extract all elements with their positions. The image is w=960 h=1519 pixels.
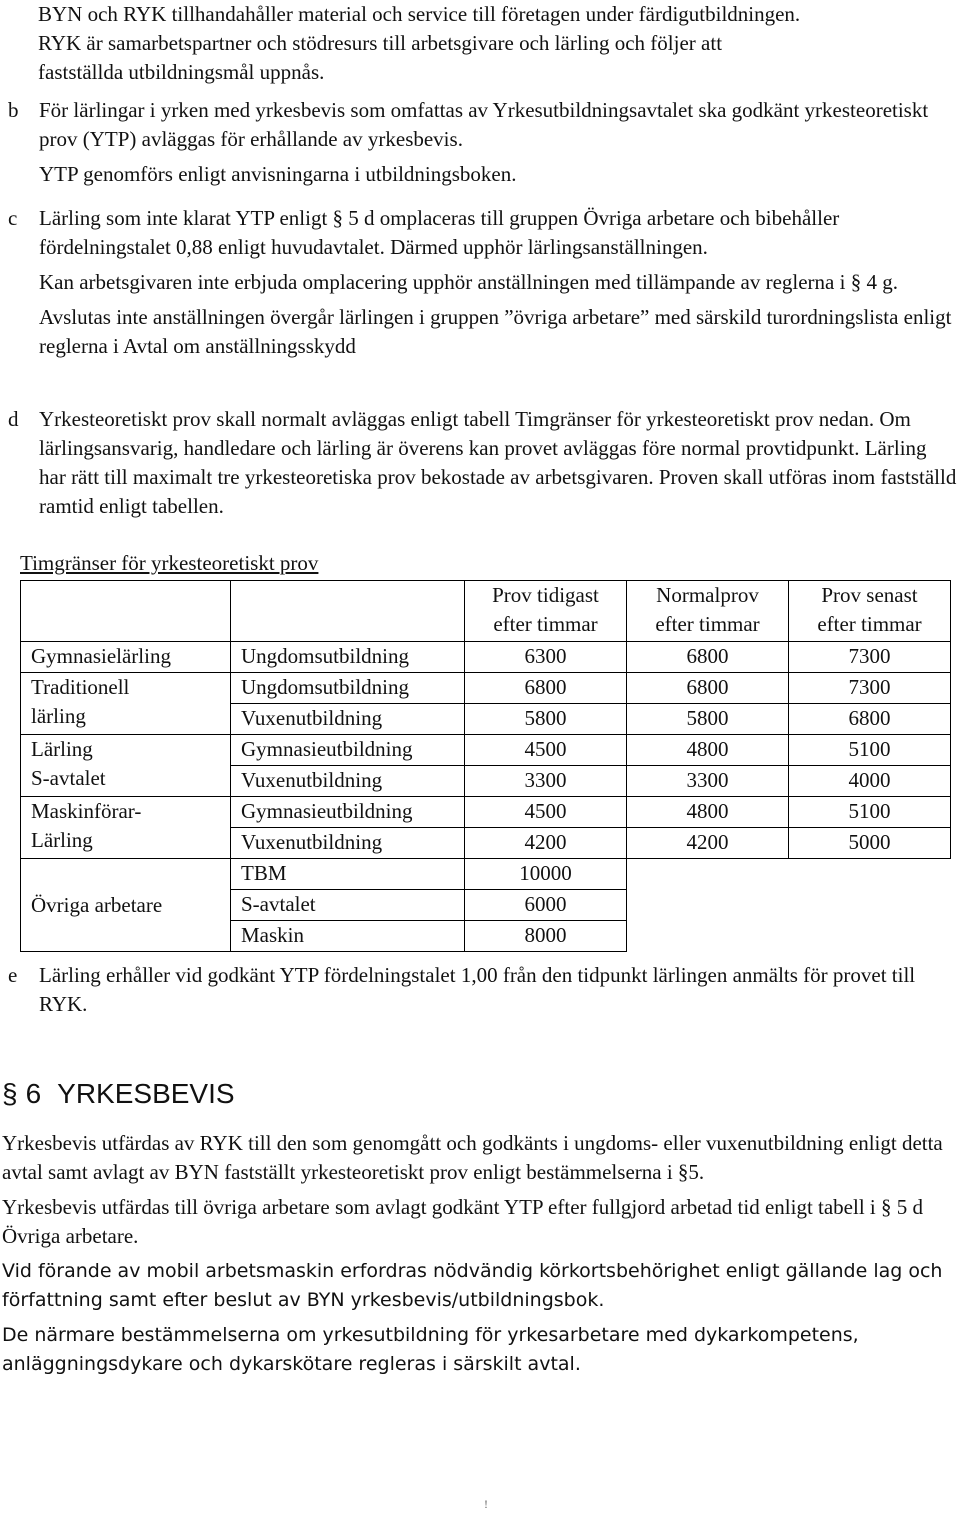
table-group-cell: Traditionell lärling [21, 673, 231, 735]
table-group-cell: Övriga arbetare [21, 859, 231, 952]
item-paragraph: Yrkesteoretiskt prov skall normalt avläggas enligt tabell Timgränser för yrkesteoretiskt prov nedan. Om lärlingsansvarig, handledare och lärling är överens kan provet avläggas före normal provtidpunkt. Lärling har rätt till maximalt tre yrkesteoretiska prov bekostade av arbetsgivaren. Proven skall utföras inom fastställd ramtid enligt tabellen. [39, 407, 957, 518]
section-heading [2, 1076, 235, 1112]
table-num-cell: 6300 [465, 642, 627, 673]
footer-mark: ! [484, 1497, 488, 1511]
table-num-cell: 6800 [627, 642, 789, 673]
item-paragraph: Lärling som inte klarat YTP enligt § 5 d omplaceras till gruppen Övriga arbetare och bibehåller fördelningstalet 0,88 enligt huvudavtalet. Därmed upphör lärlingsanställningen. [39, 206, 840, 259]
item-b [8, 96, 958, 195]
table-sub-cell: S-avtalet [231, 890, 465, 921]
section-paragraph: Vid förande av mobil arbetsmaskin erfordras nödvändig körkortsbehörighet enligt gällande lag och författning samt efter beslut av BYN yrkesbevis/utbildningsbok. [2, 1260, 943, 1311]
table-num-cell: 4800 [627, 735, 789, 766]
table-header-cell: Prov tidigast efter timmar [465, 581, 627, 642]
item-paragraph: YTP genomförs enligt anvisningarna i utbildningsboken. [39, 162, 517, 186]
table-num-cell: 3300 [627, 766, 789, 797]
table-sub-cell: Maskin [231, 921, 465, 952]
intro-line: fastställda utbildningsmål uppnås. [38, 60, 325, 84]
table-sub-cell: Ungdomsutbildning [231, 642, 465, 673]
table-num-cell: 4000 [789, 766, 951, 797]
item-e [8, 961, 958, 1025]
item-paragraph: Lärling erhåller vid godkänt YTP fördelningstalet 1,00 från den tidpunkt lärlingen anmälts för provet till RYK. [39, 963, 916, 1016]
section-symbol: § [2, 1078, 18, 1109]
table-num-cell: 5800 [465, 704, 627, 735]
table-header-cell: Prov senast efter timmar [789, 581, 951, 642]
intro-line: BYN och RYK tillhandahåller material och service till företagen under färdigutbildningen. [38, 2, 801, 26]
table-num-cell: 10000 [465, 859, 627, 890]
intro-paragraph [38, 0, 960, 87]
section-paragraph: Yrkesbevis utfärdas av RYK till den som genomgått och godkänts i ungdoms- eller vuxenutbildning enligt detta avtal samt avlagt av BYN fastställt yrkesteoretiskt prov enligt bestämmelserna i §5. [2, 1131, 943, 1184]
table-num-cell: 5100 [789, 735, 951, 766]
item-c [8, 204, 958, 367]
table-num-cell: 4800 [627, 797, 789, 828]
table-header-cell: Normalprov efter timmar [627, 581, 789, 642]
table-sub-cell: TBM [231, 859, 465, 890]
table-num-cell: 7300 [789, 642, 951, 673]
table-num-cell: 4500 [465, 735, 627, 766]
section-number: 6 [25, 1078, 42, 1109]
table-group-cell: Lärling S-avtalet [21, 735, 231, 797]
table-num-cell: 6800 [789, 704, 951, 735]
table-num-cell: 7300 [789, 673, 951, 704]
table-num-cell: 5100 [789, 797, 951, 828]
table-sub-cell: Vuxenutbildning [231, 828, 465, 859]
table-num-cell: 4200 [465, 828, 627, 859]
table-header-empty [231, 581, 465, 642]
table-row [21, 673, 951, 704]
table-row [21, 797, 951, 828]
table-num-cell: 3300 [465, 766, 627, 797]
item-paragraph: Kan arbetsgivaren inte erbjuda omplacering upphör anställningen med tillämpande av reglerna i § 4 g. [39, 270, 898, 294]
table-num-cell: 6800 [465, 673, 627, 704]
table-header-empty [21, 581, 231, 642]
table-num-cell: 6000 [465, 890, 627, 921]
section-body [2, 1129, 952, 1385]
table-num-cell: 8000 [465, 921, 627, 952]
item-paragraph: Avslutas inte anställningen övergår lärlingen i gruppen ”övriga arbetare” med särskild turordningslista enligt reglerna i Avtal om anställningsskydd [39, 305, 952, 358]
table-sub-cell: Gymnasieutbildning [231, 735, 465, 766]
table-num-cell: 4500 [465, 797, 627, 828]
table-num-cell: 5000 [789, 828, 951, 859]
table-num-cell: 4200 [627, 828, 789, 859]
section-title: YRKESBEVIS [57, 1078, 235, 1109]
table-title: Timgränser för yrkesteoretiskt prov [20, 551, 319, 575]
table-header-row [21, 581, 951, 642]
item-letter: e [8, 963, 18, 987]
section-paragraph: De närmare bestämmelserna om yrkesutbildning för yrkesarbetare med dykarkompetens, anläggningsdykare och dykarskötare regleras i särskilt avtal. [2, 1324, 859, 1375]
item-d [8, 405, 958, 527]
table-group-cell: Gymnasielärling [21, 642, 231, 673]
table-group-cell: Maskinförar- Lärling [21, 797, 231, 859]
item-letter: b [8, 98, 19, 122]
timgranser-table [20, 580, 951, 952]
table-sub-cell: Ungdomsutbildning [231, 673, 465, 704]
section-paragraph: Yrkesbevis utfärdas till övriga arbetare som avlagt godkänt YTP efter fullgjord arbetad tid enligt tabell i § 5 d Övriga arbetare. [2, 1195, 924, 1248]
item-letter: c [8, 206, 18, 230]
table-row [21, 735, 951, 766]
intro-line: RYK är samarbetspartner och stödresurs till arbetsgivare och lärling och följer att [38, 31, 723, 55]
table-row [21, 859, 951, 890]
table-sub-cell: Gymnasieutbildning [231, 797, 465, 828]
item-paragraph: För lärlingar i yrken med yrkesbevis som omfattas av Yrkesutbildningsavtalet ska godkänt yrkesteoretiskt prov (YTP) avläggas för erhållande av yrkesbevis. [39, 98, 929, 151]
table-sub-cell: Vuxenutbildning [231, 704, 465, 735]
table-num-cell: 6800 [627, 673, 789, 704]
item-letter: d [8, 407, 19, 431]
table-num-cell: 5800 [627, 704, 789, 735]
table-sub-cell: Vuxenutbildning [231, 766, 465, 797]
table-row [21, 642, 951, 673]
